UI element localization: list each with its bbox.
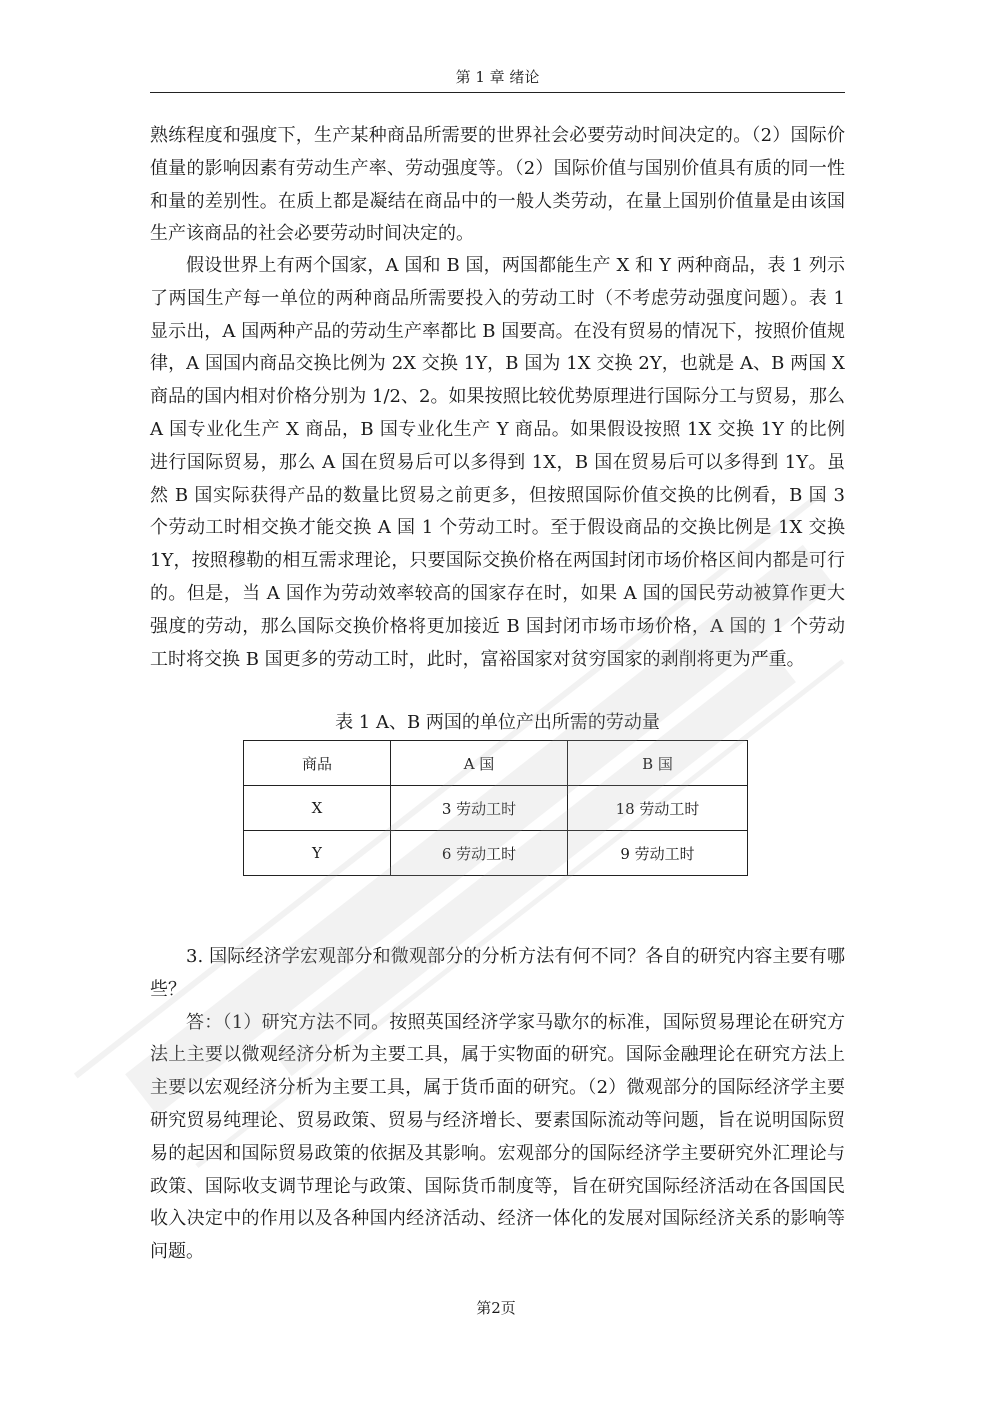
header-country-b: B 国 bbox=[568, 741, 748, 786]
cell-country-b: 18 劳动工时 bbox=[568, 786, 748, 831]
cell-country-a: 3 劳动工时 bbox=[391, 786, 568, 831]
header-country-a: A 国 bbox=[391, 741, 568, 786]
labor-table bbox=[243, 740, 748, 876]
cell-commodity: Y bbox=[244, 831, 391, 876]
paragraph-two-country-example: 假设世界上有两个国家，A 国和 B 国，两国都能生产 X 和 Y 两种商品，表 1 列示了两国生产每一单位的两种商品所需要投入的劳动工时（不考虑劳动强度问题）。表 1 显示出，A 国两种产品的劳动生产率都比 B 国要高。在没有贸易的情况下，按照价值规律，A 国国内商品交换比例为 2X 交换 1Y，B 国为 1X 交换 2Y，也就是 A、B 两国 X 商品的国内相对价格分别为 1/2、2。如果按照比较优势原理进行国际分工与贸易，那么 A 国专业化生产 X 商品，B 国专业化生产 Y 商品。如果假设按照 1X 交换 1Y 的比例进行国际贸易，那么 A 国在贸易后可以多得到 1X，B 国在贸易后可以多得到 1Y。虽然 B 国实际获得产品的数量比贸易之前更多，但按照国际价值交换的比例看，B 国 3 个劳动工时相交换才能交换 A 国 1 个劳动工时。至于假设商品的交换比例是 1X 交换 1Y，按照穆勒的相互需求理论，只要国际交换价格在两国封闭市场价格区间内都是可行的。但是，当 A 国作为劳动效率较高的国家存在时，如果 A 国的国民劳动被算作更大强度的劳动，那么国际交换价格将更加接近 B 国封闭市场市场价格，A 国的 1 个劳动工时将交换 B 国更多的劳动工时，此时，富裕国家对贫穷国家的剥削将更为严重。 bbox=[150, 255, 845, 670]
table-caption: 表 1 A、B 两国的单位产出所需的劳动量 bbox=[335, 712, 660, 733]
table-row bbox=[244, 831, 748, 876]
page-number: 第2页 bbox=[476, 1299, 516, 1317]
question-3: 3. 国际经济学宏观部分和微观部分的分析方法有何不同？各自的研究内容主要有哪些？ bbox=[150, 946, 845, 1000]
answer-3: 答：（1）研究方法不同。按照英国经济学家马歇尔的标准，国际贸易理论在研究方法上主要以微观经济分析为主要工具，属于实物面的研究。国际金融理论在研究方法上主要以宏观经济分析为主要工具，属于货币面的研究。（2）微观部分的国际经济学主要研究贸易纯理论、贸易政策、贸易与经济增长、要素国际流动等问题，旨在说明国际贸易的起因和国际贸易政策的依据及其影响。宏观部分的国际经济学主要研究外汇理论与政策、国际收支调节理论与政策、国际货币制度等，旨在研究国际经济活动在各国国民收入决定中的作用以及各种国内经济活动、经济一体化的发展对国际经济关系的影响等问题。 bbox=[150, 1011, 845, 1263]
cell-country-b: 9 劳动工时 bbox=[568, 831, 748, 876]
question-section bbox=[150, 941, 845, 1269]
paragraph-international-value: 熟练程度和强度下，生产某种商品所需要的世界社会必要劳动时间决定的。（2）国际价值量的影响因素有劳动生产率、劳动强度等。（2）国际价值与国别价值具有质的同一性和量的差别性。在质上都是凝结在商品中的一般人类劳动，在量上国别价值量是由该国生产该商品的社会必要劳动时间决定的。 bbox=[150, 125, 845, 245]
cell-country-a: 6 劳动工时 bbox=[391, 831, 568, 876]
chapter-title: 第 1 章 绪论 bbox=[455, 68, 540, 86]
header-commodity: 商品 bbox=[244, 741, 391, 786]
table-row bbox=[244, 786, 748, 831]
cell-commodity: X bbox=[244, 786, 391, 831]
table-header-row bbox=[244, 741, 748, 786]
running-header bbox=[150, 66, 845, 93]
